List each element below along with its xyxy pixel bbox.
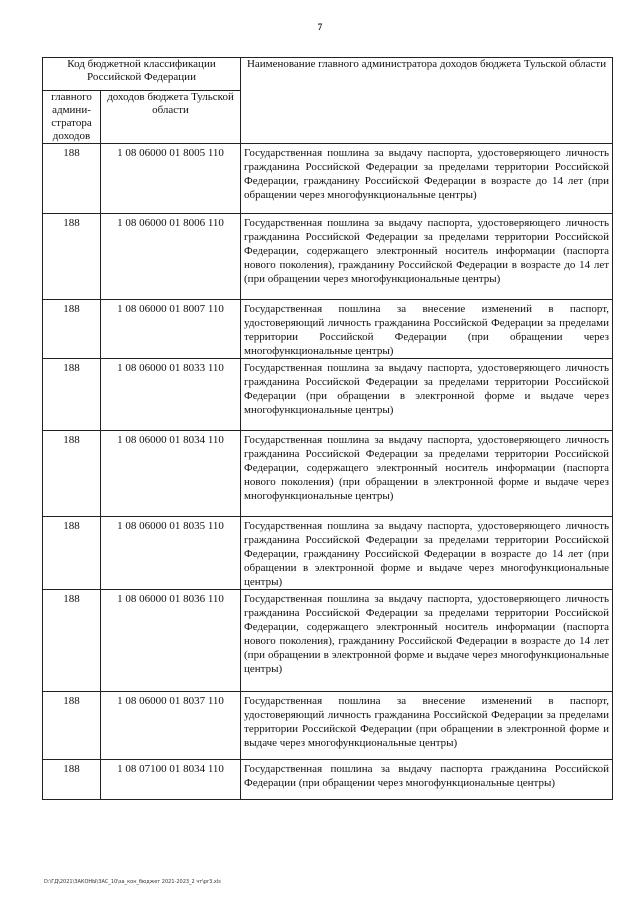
revenue-name-cell: Государственная пошлина за выдачу паспорта, удостоверяющего личность гражданина Российской Федерации за пределами территории Российской Федерации (при обращении в электронной форме и выдаче через многофункциональные центры) [241, 359, 613, 431]
revenue-code-cell: 1 08 06000 01 8033 110 [101, 359, 241, 431]
admin-code-cell: 188 [43, 144, 101, 214]
revenue-name-cell: Государственная пошлина за выдачу паспорта, удостоверяющего личность гражданина Российской Федерации за пределами территории Российской Федерации, содержащего электронный носитель информации (паспорта нового поколения), гражданину Российской Федерации в возрасте до 14 лет (при обращении через многофункциональные центры) [241, 214, 613, 300]
revenue-name-cell: Государственная пошлина за выдачу паспорта гражданина Российской Федерации (при обращении через многофункциональные центры) [241, 760, 613, 800]
admin-code-cell: 188 [43, 590, 101, 692]
admin-code-cell: 188 [43, 431, 101, 517]
admin-code-cell: 188 [43, 760, 101, 800]
table-row [43, 144, 613, 214]
table-row [43, 300, 613, 359]
table-row [43, 517, 613, 590]
revenue-name-cell: Государственная пошлина за выдачу паспорта, удостоверяющего личность гражданина Российской Федерации за пределами территории Российской Федерации, гражданину Российской Федерации в возрасте до 14 лет (при обращении через многофункциональные центры) [241, 144, 613, 214]
table-row [43, 692, 613, 760]
revenue-code-cell: 1 08 06000 01 8034 110 [101, 431, 241, 517]
revenue-name-cell: Государственная пошлина за выдачу паспорта, удостоверяющего личность гражданина Российской Федерации за пределами территории Российской Федерации, содержащего электронный носитель информации (паспорта нового поколения) (при обращении в электронной форме и выдаче через многофункциональные центры) [241, 431, 613, 517]
footer-file-path: D:\ГД\2021\ЗАКОНЫ\ЗАС_10\за_кон_бюджет 2021-2023_2 чт\pr3.xls [44, 879, 221, 885]
admin-code-cell: 188 [43, 359, 101, 431]
revenue-code-cell: 1 08 06000 01 8005 110 [101, 144, 241, 214]
table-row [43, 214, 613, 300]
revenue-code-cell: 1 08 06000 01 8035 110 [101, 517, 241, 590]
revenue-name-cell: Государственная пошлина за выдачу паспорта, удостоверяющего личность гражданина Российской Федерации за пределами территории Российской Федерации, содержащего электронный носитель информации (паспорта нового поколения), гражданину Российской Федерации в возрасте до 14 лет (при обращении в электронной форме и выдаче через многофункциональные центры) [241, 590, 613, 692]
table-row [43, 359, 613, 431]
revenue-name-cell: Государственная пошлина за внесение изменений в паспорт, удостоверяющий личность гражданина Российской Федерации за пределами территории Российской Федерации (при обращении через многофункциональные центры) [241, 300, 613, 359]
admin-code-cell: 188 [43, 300, 101, 359]
header-revenue-code: доходов бюджета Тульской области [101, 91, 241, 144]
header-admin-code: главного админи-стратора доходов [43, 91, 101, 144]
revenue-name-cell: Государственная пошлина за внесение изменений в паспорт, удостоверяющий личность гражданина Российской Федерации за пределами территории Российской Федерации (при обращении в электронной форме и выдаче через многофункциональные центры) [241, 692, 613, 760]
page-number: 7 [317, 22, 323, 32]
revenue-code-cell: 1 08 06000 01 8036 110 [101, 590, 241, 692]
admin-code-cell: 188 [43, 517, 101, 590]
revenue-code-cell: 1 08 06000 01 8006 110 [101, 214, 241, 300]
table-row [43, 760, 613, 800]
budget-classification-table [42, 57, 613, 800]
table-row [43, 431, 613, 517]
revenue-code-cell: 1 08 06000 01 8037 110 [101, 692, 241, 760]
revenue-code-cell: 1 08 06000 01 8007 110 [101, 300, 241, 359]
table-row [43, 590, 613, 692]
revenue-name-cell: Государственная пошлина за выдачу паспорта, удостоверяющего личность гражданина Российской Федерации за пределами территории Российской Федерации, гражданину Российской Федерации в возрасте до 14 лет (при обращении в электронной форме и выдаче через многофункциональные центры) [241, 517, 613, 590]
admin-code-cell: 188 [43, 692, 101, 760]
header-bcc-group: Код бюджетной классификации Российской Федерации [43, 58, 241, 91]
revenue-code-cell: 1 08 07100 01 8034 110 [101, 760, 241, 800]
header-administrator-name: Наименование главного администратора доходов бюджета Тульской области [241, 58, 613, 144]
admin-code-cell: 188 [43, 214, 101, 300]
